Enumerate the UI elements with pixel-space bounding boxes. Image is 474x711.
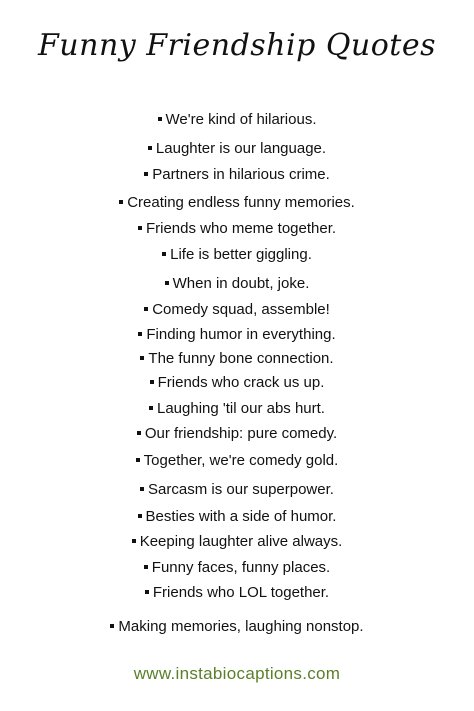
bullet-icon (162, 252, 166, 256)
quote-text: Creating endless funny memories. (127, 194, 355, 211)
quote-text: Besties with a side of humor. (145, 508, 337, 525)
page-title: Funny Friendship Quotes (37, 28, 437, 63)
quote-text: Laughing 'til our abs hurt. (157, 400, 325, 417)
bullet-icon (148, 146, 152, 150)
list-item (0, 350, 474, 368)
bullet-icon (144, 307, 148, 311)
bullet-icon (150, 380, 154, 384)
quote-text: Our friendship: pure comedy. (144, 425, 338, 442)
bullet-icon (165, 281, 169, 285)
list-item (0, 166, 474, 184)
list-item (0, 508, 474, 526)
list-item (0, 533, 474, 551)
website-link[interactable]: www.instabiocaptions.com (133, 664, 341, 683)
list-item (0, 140, 474, 158)
bullet-icon (137, 431, 141, 435)
quote-text: Partners in hilarious crime. (152, 166, 330, 183)
quote-text: Life is better giggling. (170, 246, 312, 263)
bullet-icon (119, 200, 123, 204)
list-item (0, 220, 474, 238)
bullet-icon (140, 487, 144, 491)
bullet-icon (136, 458, 140, 462)
bullet-icon (132, 539, 136, 543)
quote-text: Funny faces, funny places. (151, 559, 331, 576)
quote-text: Keeping laughter alive always. (139, 533, 343, 550)
bullet-icon (149, 406, 153, 410)
quote-text: Laughter is our language. (155, 140, 327, 157)
quote-text: Friends who crack us up. (157, 374, 325, 391)
bullet-icon (145, 590, 149, 594)
list-item (0, 326, 474, 344)
list-item (0, 481, 474, 499)
list-item (0, 559, 474, 577)
quote-text: Together, we're comedy gold. (143, 452, 339, 469)
list-item (0, 246, 474, 264)
quote-text: We're kind of hilarious. (165, 111, 317, 128)
quote-text: Friends who LOL together. (152, 584, 330, 601)
bullet-icon (138, 332, 142, 336)
list-item (0, 374, 474, 392)
list-item (0, 275, 474, 293)
quote-text: When in doubt, joke. (172, 275, 310, 292)
bullet-icon (138, 226, 142, 230)
quote-text: Sarcasm is our superpower. (148, 481, 334, 498)
list-item (0, 111, 474, 129)
quote-text: Finding humor in everything. (146, 326, 336, 343)
quote-text: The funny bone connection. (148, 350, 334, 367)
quote-text: Making memories, laughing nonstop. (118, 618, 364, 635)
bullet-icon (138, 514, 142, 518)
list-item (0, 584, 474, 602)
bullet-icon (144, 565, 148, 569)
bullet-icon (158, 117, 162, 121)
quote-text: Friends who meme together. (145, 220, 337, 237)
bullet-icon (144, 172, 148, 176)
list-item (0, 618, 474, 636)
bullet-icon (140, 356, 144, 360)
list-item (0, 452, 474, 470)
bullet-icon (110, 624, 114, 628)
list-item (0, 301, 474, 319)
list-item (0, 425, 474, 443)
list-item (0, 400, 474, 418)
quote-text: Comedy squad, assemble! (152, 301, 330, 318)
list-item (0, 194, 474, 212)
